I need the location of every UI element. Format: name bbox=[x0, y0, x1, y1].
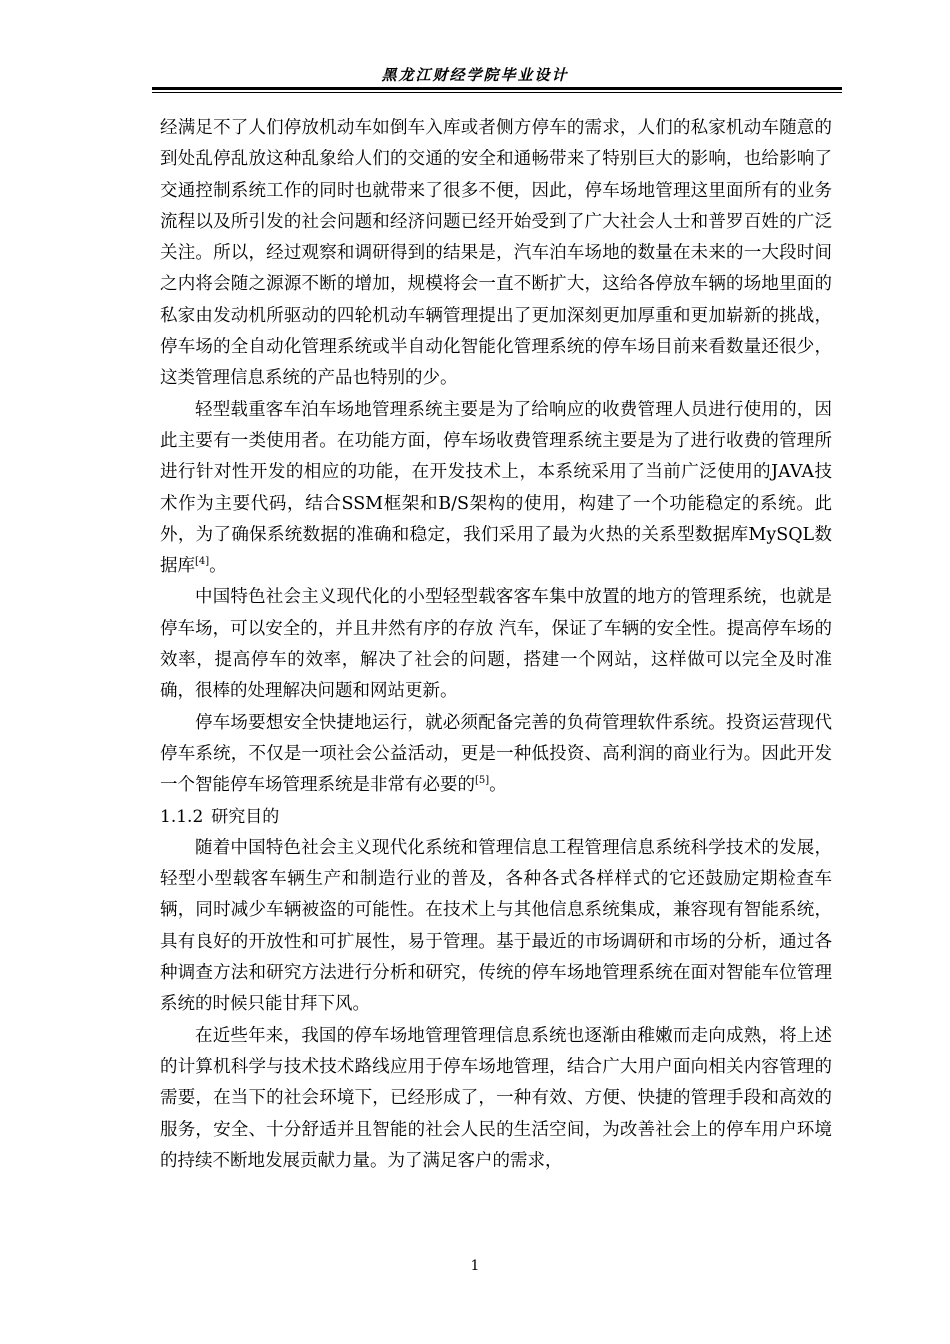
section-number: 1.1.2 bbox=[160, 806, 204, 827]
paragraph-text: 轻型载重客车泊车场地管理系统主要是为了给响应的收费管理人员进行使用的，因此主要有一类使用者。在功能方面，停车场收费管理系统主要是为了进行收费的管理所进行针对性开发的相应的功能，在开发技术上，本系统采用了当前广泛使用的JAVA技术作为主要代码，结合SSM框架和B/S架构的使用，构建了一个功能稳定的系统。此外，为了确保系统数据的准确和稳定，我们采用了最为火热的关系型数据库MySQL数据库 bbox=[160, 399, 832, 577]
body-text bbox=[160, 113, 832, 1177]
paragraph: 中国特色社会主义现代化的小型轻型载客客车集中放置的地方的管理系统，也就是停车场，可以安全的，并且井然有序的存放 汽车，保证了车辆的安全性。提高停车场的效率，提高停车的效率，解决了社会的问题，搭建一个网站，这样做可以完全及时准确，很棒的处理解决问题和网站更新。 bbox=[160, 587, 832, 702]
header-rule-thin bbox=[152, 92, 842, 93]
header-rule-thick bbox=[152, 87, 842, 90]
paragraph bbox=[160, 395, 832, 583]
running-header-title: 黑龙江财经学院毕业设计 bbox=[381, 66, 569, 84]
paragraph: 在近些年来，我国的停车场地管理管理信息系统也逐渐由稚嫩而走向成熟，将上述的计算机科学与技术技术路线应用于停车场地管理，结合广大用户面向相关内容管理的需要，在当下的社会环境下，已经形成了，一种有效、方便、快捷的管理手段和高效的服务，安全、十分舒适并且智能的社会人民的生活空间，为改善社会上的停车用户环境的持续不断地发展贡献力量。为了满足客户的需求， bbox=[160, 1025, 832, 1171]
paragraph-tail: 。 bbox=[489, 775, 507, 796]
section-title: 研究目的 bbox=[211, 806, 280, 827]
paragraph bbox=[160, 708, 832, 802]
paragraph: 随着中国特色社会主义现代化系统和管理信息工程管理信息系统科学技术的发展，轻型小型载客车辆生产和制造行业的普及，各种各式各样样式的它还鼓励定期检查车辆，同时减少车辆被盗的可能性。在技术上与其他信息系统集成，兼容现有智能系统，具有良好的开放性和可扩展性，易于管理。基于最近的市场调研和市场的分析，通过各种调查方法和研究方法进行分析和研究，传统的停车场地管理系统在面对智能车位管理系统的时候只能甘拜下风。 bbox=[160, 837, 832, 1015]
paragraph-text: 停车场要想安全快捷地运行，就必须配备完善的负荷管理软件系统。投资运营现代停车系统，不仅是一项社会公益活动，更是一种低投资、高利润的商业行为。因此开发一个智能停车场管理系统是非常有必要的 bbox=[160, 712, 832, 796]
citation-marker: [5] bbox=[475, 775, 490, 787]
citation-marker: [4] bbox=[195, 556, 210, 568]
paragraph-continued: 经满足不了人们停放机动车如倒车入库或者侧方停车的需求，人们的私家机动车随意的到处乱停乱放这种乱象给人们的交通的安全和通畅带来了特别巨大的影响，也给影响了交通控制系统工作的同时也就带来了很多不便，因此，停车场地管理这里面所有的业务流程以及所引发的社会问题和经济问题已经开始受到了广大社会人士和普罗百姓的广泛关注。所以，经过观察和调研得到的结果是，汽车泊车场地的数量在未来的一大段时间之内将会随之源源不断的增加，规模将会一直不断扩大，这给各停放车辆的场地里面的私家由发动机所驱动的四轮机动车辆管理提出了更加深刻更加厚重和更加崭新的挑战，停车场的全自动化管理系统或半自动化智能化管理系统的停车场目前来看数量还很少，这类管理信息系统的产品也特别的少。 bbox=[160, 118, 832, 389]
paragraph-tail: 。 bbox=[209, 556, 227, 577]
page-number: 1 bbox=[470, 1258, 480, 1274]
section-heading bbox=[160, 802, 832, 833]
